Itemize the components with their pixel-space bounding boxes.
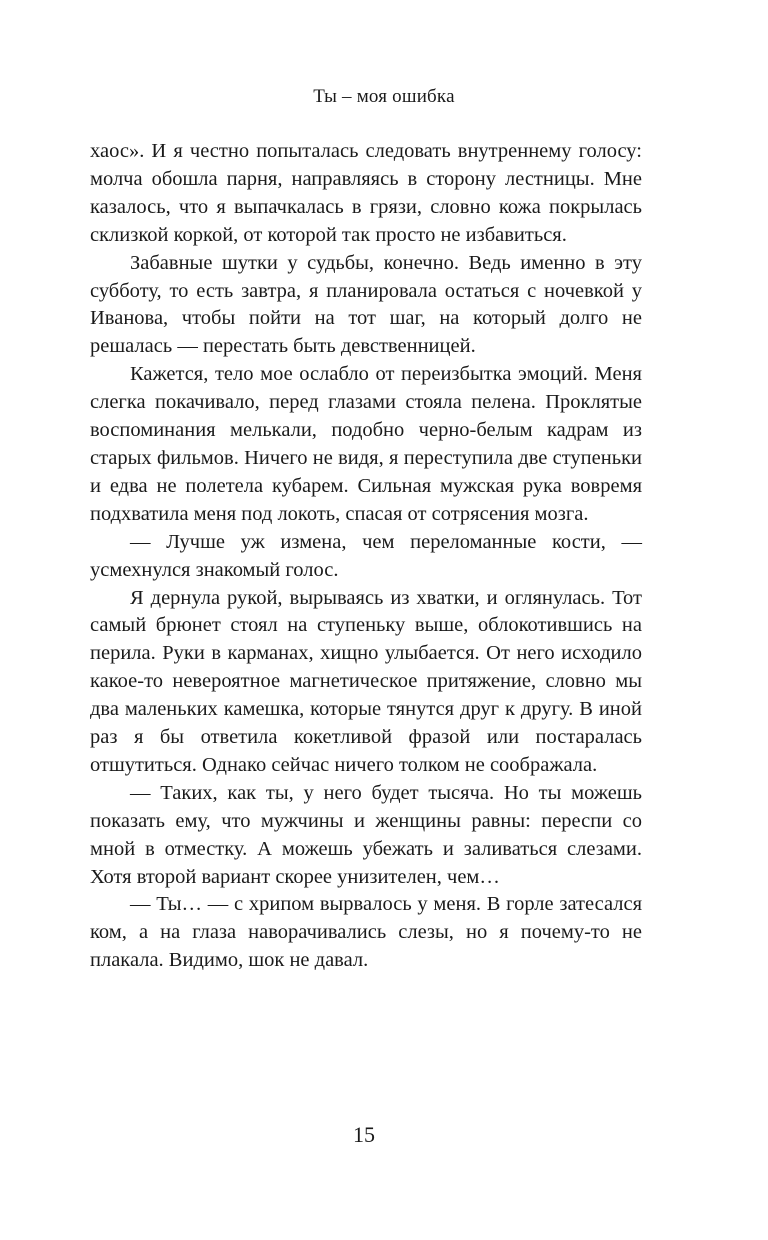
page-number: 15 [353, 1122, 375, 1147]
paragraph-6-dialogue: — Таких, как ты, у него будет тысяча. Но ты можешь показать ему, что мужчины и женщины равны: переспи со мной в отместку. А можешь убежать и заливаться слезами. Хотя второй вариант скорее унизителен, чем… [90, 781, 642, 888]
page-body-text [90, 138, 642, 975]
paragraph-3: Кажется, тело мое ослабло от переизбытка эмоций. Меня слегка покачивало, перед глазами стояла пелена. Проклятые воспоминания мелькали, подобно черно-белым кадрам из старых фильмов. Ничего не видя, я переступила две ступеньки и едва не полетела кубарем. Сильная мужская рука вовремя подхватила меня под локоть, спасая от сотрясения мозга. [90, 363, 642, 525]
paragraph-2: Забавные шутки у судьбы, конечно. Ведь именно в эту субботу, то есть завтра, я планировала остаться с ночевкой у Иванова, чтобы пойти на тот шаг, на который долго не решалась — перестать быть девственницей. [90, 251, 642, 358]
paragraph-5: Я дернула рукой, вырываясь из хватки, и оглянулась. Тот самый брюнет стоял на ступеньку выше, облокотившись на перила. Руки в карманах, хищно улыбается. От него исходило какое-то невероятное магнетическое притяжение, словно мы два маленьких камешка, которые тянутся друг к другу. В иной раз я бы ответила кокетливой фразой или постаралась отшутиться. Однако сейчас ничего толком не соображала. [90, 586, 642, 776]
paragraph-1: хаос». И я честно попыталась следовать внутреннему голосу: молча обошла парня, направляясь в сторону лестницы. Мне казалось, что я выпачкалась в грязи, словно кожа покрылась склизкой коркой, от которой так просто не избавиться. [90, 140, 642, 246]
paragraph-7-dialogue: — Ты… — с хрипом вырвалось у меня. В горле затесался ком, а на глаза наворачивались слезы, но я почему-то не плакала. Видимо, шок не давал. [90, 893, 642, 972]
running-title: Ты – моя ошибка [313, 86, 455, 107]
paragraph-4-dialogue: — Лучше уж измена, чем переломанные кости, — усмехнулся знакомый голос. [90, 530, 642, 581]
